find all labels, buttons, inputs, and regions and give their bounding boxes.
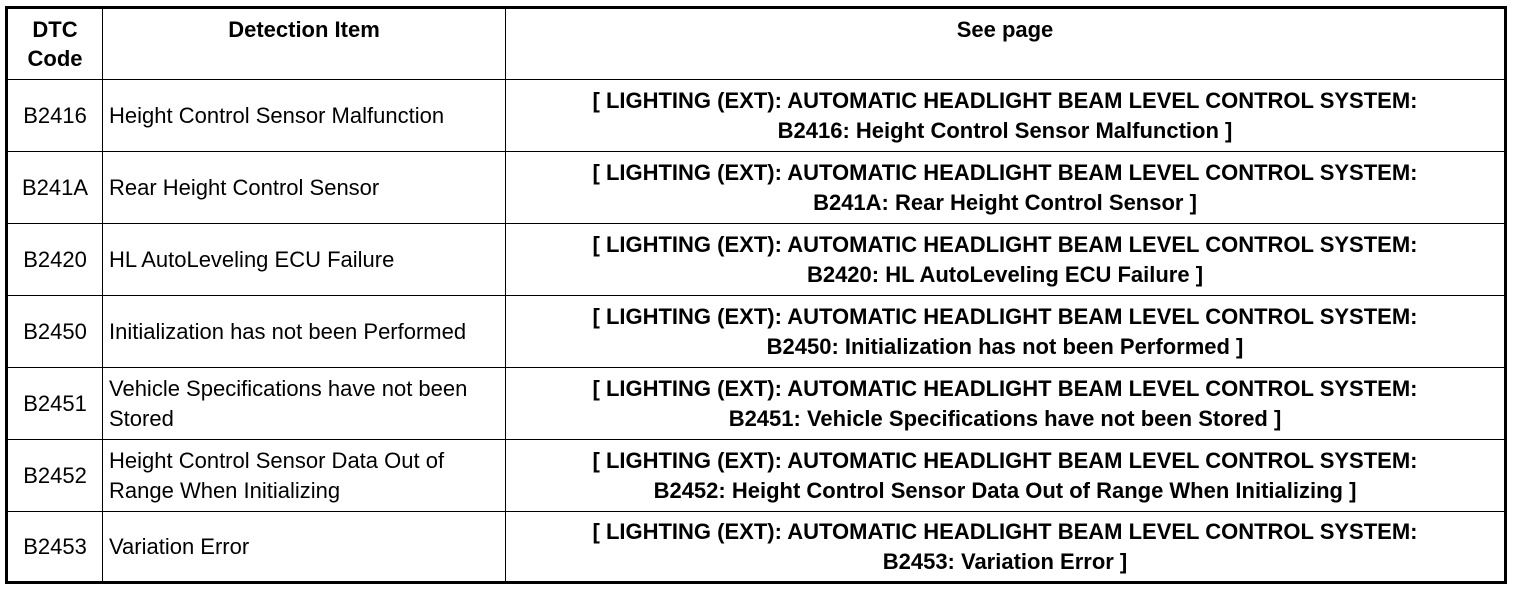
header-dtc-code-line1: DTC: [32, 17, 78, 42]
table-row: [7, 368, 1506, 440]
see-page-link[interactable]: [506, 440, 1506, 512]
detection-item-cell: Rear Height Control Sensor: [103, 152, 506, 224]
detection-item-cell: Variation Error: [103, 512, 506, 583]
table-row: [7, 224, 1506, 296]
dtc-code-cell: B2450: [7, 296, 103, 368]
detection-item-cell: Vehicle Specifications have not been Stored: [103, 368, 506, 440]
see-page-line2: B2420: HL AutoLeveling ECU Failure ]: [806, 261, 1204, 287]
detection-item-cell: Initialization has not been Performed: [103, 296, 506, 368]
dtc-table: [5, 6, 1507, 584]
see-page-line2: B241A: Rear Height Control Sensor ]: [813, 189, 1197, 215]
see-page-link[interactable]: [506, 296, 1506, 368]
detection-item-cell: Height Control Sensor Data Out of Range When Initializing: [103, 440, 506, 512]
see-page-link[interactable]: [506, 512, 1506, 583]
see-page-link[interactable]: [506, 224, 1506, 296]
see-page-line2: B2450: Initialization has not been Performed ]: [766, 333, 1244, 359]
table-header-row: [7, 8, 1506, 80]
see-page-line1: [ LIGHTING (EXT): AUTOMATIC HEADLIGHT BEAM LEVEL CONTROL SYSTEM:: [592, 87, 1418, 113]
see-page-link[interactable]: [506, 152, 1506, 224]
table-row: [7, 152, 1506, 224]
see-page-line1: [ LIGHTING (EXT): AUTOMATIC HEADLIGHT BEAM LEVEL CONTROL SYSTEM:: [592, 518, 1418, 544]
see-page-line1: [ LIGHTING (EXT): AUTOMATIC HEADLIGHT BEAM LEVEL CONTROL SYSTEM:: [592, 303, 1418, 329]
see-page-line2: B2416: Height Control Sensor Malfunction ]: [777, 117, 1233, 143]
dtc-code-cell: B2452: [7, 440, 103, 512]
see-page-line1: [ LIGHTING (EXT): AUTOMATIC HEADLIGHT BEAM LEVEL CONTROL SYSTEM:: [592, 447, 1418, 473]
dtc-code-cell: B241A: [7, 152, 103, 224]
detection-item-cell: HL AutoLeveling ECU Failure: [103, 224, 506, 296]
see-page-line1: [ LIGHTING (EXT): AUTOMATIC HEADLIGHT BEAM LEVEL CONTROL SYSTEM:: [592, 231, 1418, 257]
see-page-line2: B2453: Variation Error ]: [882, 548, 1128, 574]
table-row: [7, 80, 1506, 152]
header-detection-item: Detection Item: [103, 8, 506, 80]
table-row: [7, 512, 1506, 583]
dtc-code-cell: B2416: [7, 80, 103, 152]
table-row: [7, 440, 1506, 512]
see-page-link[interactable]: [506, 368, 1506, 440]
table-row: [7, 296, 1506, 368]
detection-item-cell: Height Control Sensor Malfunction: [103, 80, 506, 152]
header-see-page: See page: [506, 8, 1506, 80]
header-dtc-code: [7, 8, 103, 80]
see-page-line1: [ LIGHTING (EXT): AUTOMATIC HEADLIGHT BEAM LEVEL CONTROL SYSTEM:: [592, 375, 1418, 401]
dtc-code-cell: B2451: [7, 368, 103, 440]
dtc-code-cell: B2420: [7, 224, 103, 296]
see-page-line2: B2452: Height Control Sensor Data Out of Range When Initializing ]: [653, 477, 1357, 503]
see-page-link[interactable]: [506, 80, 1506, 152]
see-page-line2: B2451: Vehicle Specifications have not been Stored ]: [728, 405, 1282, 431]
header-dtc-code-line2: Code: [27, 46, 83, 71]
see-page-line1: [ LIGHTING (EXT): AUTOMATIC HEADLIGHT BEAM LEVEL CONTROL SYSTEM:: [592, 159, 1418, 185]
dtc-code-cell: B2453: [7, 512, 103, 583]
